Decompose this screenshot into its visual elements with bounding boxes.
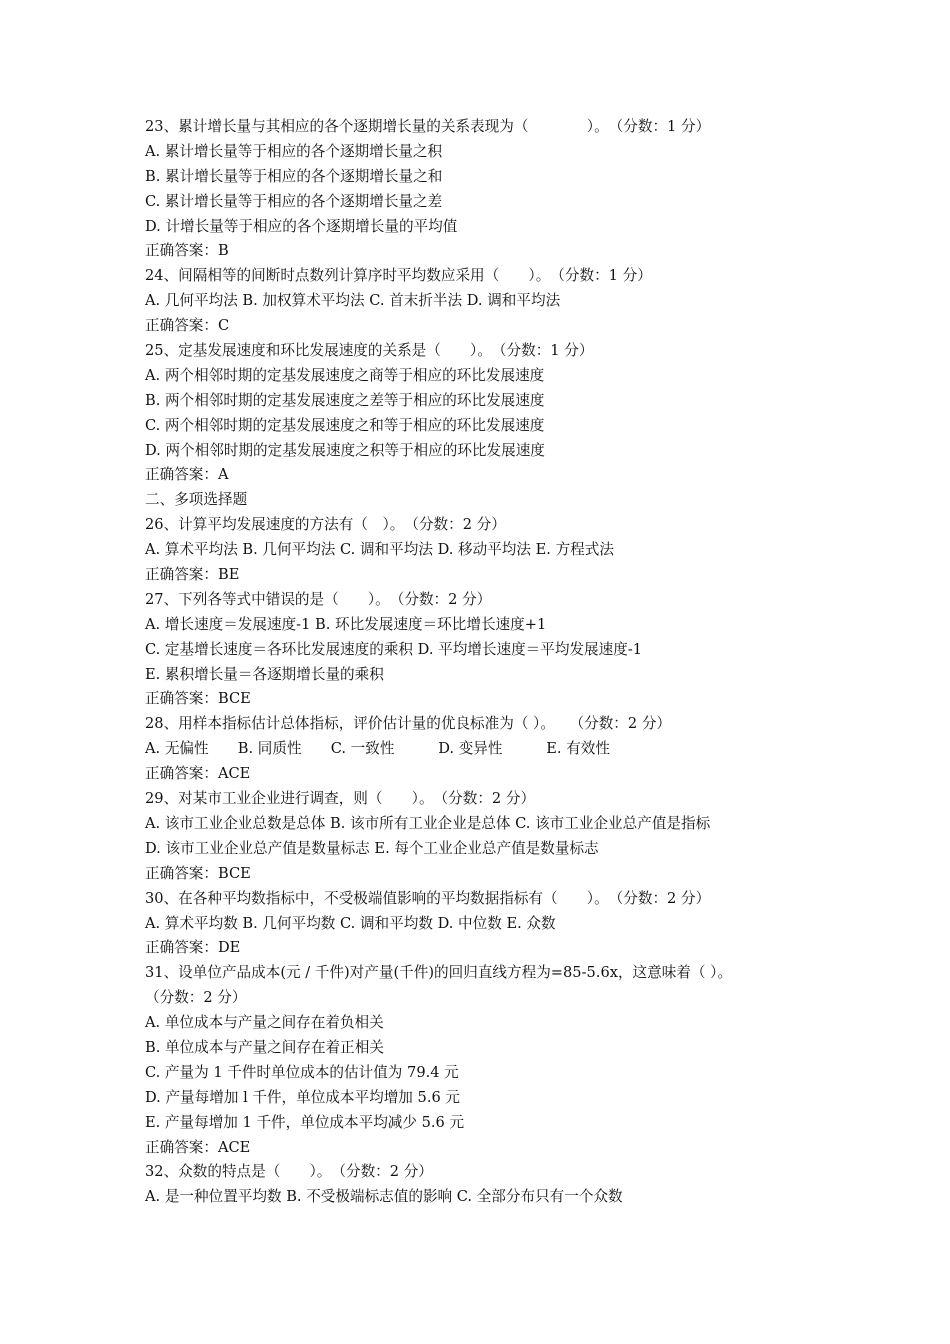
question-23: 23、累计增长量与其相应的各个逐期增长量的关系表现为（ ）。 （分数：1 分） xyxy=(145,118,711,135)
option-25-a: A. 两个相邻时期的定基发展速度之商等于相应的环比发展速度 xyxy=(145,366,545,384)
option-25-c: C. 两个相邻时期的定基发展速度之和等于相应的环比发展速度 xyxy=(145,416,545,434)
question-30: 30、在各种平均数指标中，不受极端值影响的平均数据指标有（ ）。 （分数：2 分） xyxy=(145,889,711,907)
option-23-b: B. 累计增长量等于相应的各个逐期增长量之和 xyxy=(145,167,443,185)
option-25-d: D. 两个相邻时期的定基发展速度之积等于相应的环比发展速度 xyxy=(145,441,545,459)
answer-30: 正确答案：DE xyxy=(145,939,241,957)
option-23-d: D. 计增长量等于相应的各个逐期增长量的平均值 xyxy=(145,217,458,235)
option-31-a: A. 单位成本与产量之间存在着负相关 xyxy=(145,1014,384,1032)
options-28: A. 无偏性 B. 同质性 C. 一致性 D. 变异性 E. 有效性 xyxy=(145,740,610,758)
option-31-d: D. 产量每增加 l 千件，单位成本平均增加 5.6 元 xyxy=(145,1088,460,1106)
options-29-de: D. 该市工业企业总产值是数量标志 E. 每个工业企业总产值是数量标志 xyxy=(145,839,599,857)
question-31: 31、设单位产品成本(元 / 千件)对产量(千件)的回归直线方程为=85-5.6x，这意味着（ ）。 xyxy=(145,964,733,982)
options-26: A. 算术平均法 B. 几何平均法 C. 调和平均法 D. 移动平均法 E. 方程式法 xyxy=(145,541,614,559)
option-31-e: E. 产量每增加 1 千件，单位成本平均减少 5.6 元 xyxy=(145,1113,465,1131)
option-23-a: A. 累计增长量等于相应的各个逐期增长量之积 xyxy=(145,142,443,160)
question-32: 32、众数的特点是（ ）。 （分数：2 分） xyxy=(145,1163,433,1181)
option-23-c: C. 累计增长量等于相应的各个逐期增长量之差 xyxy=(145,192,443,210)
answer-31: 正确答案：ACE xyxy=(145,1138,251,1156)
answer-27: 正确答案：BCE xyxy=(145,690,251,708)
options-29-abc: A. 该市工业企业总数是总体 B. 该市所有工业企业是总体 C. 该市工业企业总产值是指标 xyxy=(145,814,711,832)
option-25-b: B. 两个相邻时期的定基发展速度之差等于相应的环比发展速度 xyxy=(145,391,545,409)
options-27-cd: C. 定基增长速度＝各环比发展速度的乘积 D. 平均增长速度＝平均发展速度-1 xyxy=(145,640,643,658)
question-25: 25、定基发展速度和环比发展速度的关系是（ ）。 （分数：1 分） xyxy=(145,342,594,360)
answer-29: 正确答案：BCE xyxy=(145,864,251,882)
option-31-c: C. 产量为 1 千件时单位成本的估计值为 79.4 元 xyxy=(145,1063,459,1081)
answer-24: 正确答案：C xyxy=(145,317,230,335)
answer-26: 正确答案：BE xyxy=(145,566,240,584)
question-27: 27、下列各等式中错误的是（ ）。 （分数：2 分） xyxy=(145,590,492,608)
options-24: A. 几何平均法 B. 加权算术平均法 C. 首末折半法 D. 调和平均法 xyxy=(145,292,561,310)
options-32: A. 是一种位置平均数 B. 不受极端标志值的影响 C. 全部分布只有一个众数 xyxy=(145,1188,623,1206)
option-31-b: B. 单位成本与产量之间存在着正相关 xyxy=(145,1038,384,1056)
document-page xyxy=(145,115,845,1210)
question-31-score: （分数：2 分） xyxy=(145,989,247,1007)
question-24: 24、间隔相等的间断时点数列计算序时平均数应采用（ ）。 （分数：1 分） xyxy=(145,267,652,285)
question-29: 29、对某市工业企业进行调查，则（ ）。 （分数：2 分） xyxy=(145,790,536,808)
options-27-ab: A. 增长速度＝发展速度-1 B. 环比发展速度＝环比增长速度+1 xyxy=(145,615,547,633)
options-30: A. 算术平均数 B. 几何平均数 C. 调和平均数 D. 中位数 E. 众数 xyxy=(145,914,556,932)
option-27-e: E. 累积增长量＝各逐期增长量的乘积 xyxy=(145,665,384,683)
answer-23: 正确答案：B xyxy=(145,242,229,260)
answer-28: 正确答案：ACE xyxy=(145,765,251,783)
question-26: 26、计算平均发展速度的方法有（ ）。 （分数：2 分） xyxy=(145,516,506,534)
question-28: 28、用样本指标估计总体指标，评价估计量的优良标准为（ ）。 （分数：2 分） xyxy=(145,715,672,733)
section-heading-multiple-choice: 二、多项选择题 xyxy=(145,491,248,509)
answer-25: 正确答案：A xyxy=(145,466,229,484)
